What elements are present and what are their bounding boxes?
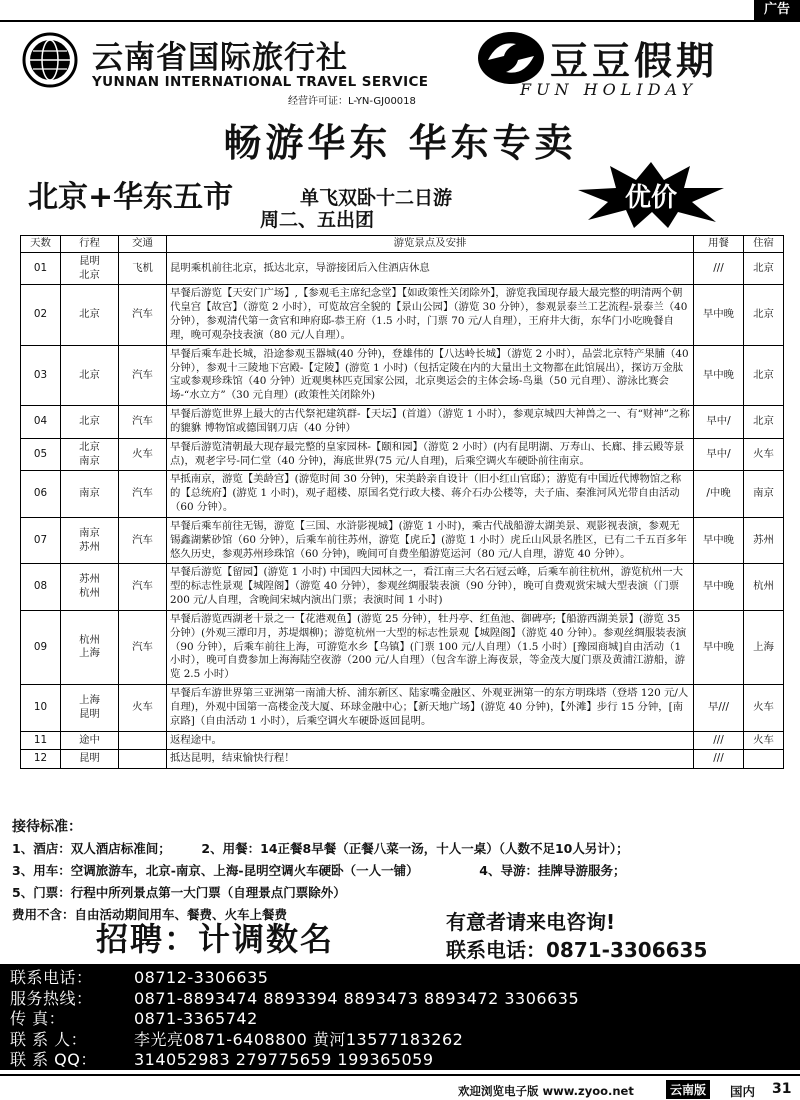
cell-description: 早餐后乘车前往无锡，游览【三国、水浒影视城】(游览 1 小时)，乘古代战船游太湖美景、观影视表演，参观无锡鑫湖紫砂馆（60 分钟），后乘车前往苏州，游览【虎丘】(游览 1 小时）虎丘山风景名胜区，已有二千五百多年悠久历史，参观苏州珍珠馆（60 分钟)，晚间可自费坐船游览运河（80 元/人自理，游览 40 分钟）。 (167, 517, 694, 563)
table-row (21, 731, 784, 750)
cell-accommodation: 火车 (744, 438, 784, 471)
table-row (21, 685, 784, 731)
route-title: 北京+华东五市 (28, 180, 234, 215)
standard-transport: 3、用车：空调旅游车，北京-南京、上海-昆明空调火车硬卧（一人一铺） (12, 863, 419, 878)
inquiry-phone: 联系电话：0871-3306635 (446, 938, 708, 962)
cell-description: 早餐后游览【天安门广场】,【参观毛主席纪念堂】【如政策性关闭除外】，游览我国现存最大最完整的明清两个朝代皇宫【故宫】（游览 2 小时），可览故宫全貌的【景山公园】（游览 30 分钟），参观景泰兰工艺流程-景泰兰（40 分钟），参观清代第一贪官和珅府邸-恭王府（1.5 小时，门票 70 元/人自理），王府井大街，东华门小吃晚餐自理，晚可观杂技表演（80 元/人自理）。 (167, 285, 694, 345)
cell-accommodation: 北京 (744, 285, 784, 345)
cell-accommodation: 苏州 (744, 517, 784, 563)
table-row (21, 252, 784, 285)
cell-description: 昆明乘机前往北京，抵达北京，导游接团后入住酒店休息 (167, 252, 694, 285)
cell-route: 昆明 北京 (61, 252, 119, 285)
cell-meals: 早中晚 (694, 345, 744, 405)
cell-description: 早餐后乘车赴长城，沿途参观玉器城(40 分钟)，登雄伟的【八达岭长城】（游览 2 小时），品尝北京特产果脯（40 分钟），参观十三陵地下宫殿-【定陵】(游览 1 小时)（包括定陵在内的大量出土文物都在此馆展出），探访万金肽宝或参观珍珠馆（40 分钟）近观奥林匹克国家公园，北京奥运会的主体会场-鸟巢（50 元自理）、游泳比赛会场-“水立方”（30 元自理）(政策性关闭除外) (167, 345, 694, 405)
cell-day: 02 (21, 285, 61, 345)
cell-route: 苏州 杭州 (61, 564, 119, 610)
table-header-row (21, 236, 784, 253)
table-row (21, 471, 784, 517)
top-bar (0, 0, 800, 22)
cell-day: 01 (21, 252, 61, 285)
cell-route: 南京 苏州 (61, 517, 119, 563)
table-row (21, 750, 784, 769)
cell-transport: 汽车 (119, 345, 167, 405)
cell-description: 抵达昆明，结束愉快行程！ (167, 750, 694, 769)
cell-meals: 早中/ (694, 406, 744, 439)
cell-day: 11 (21, 731, 61, 750)
standards-line (12, 882, 792, 904)
header-transport: 交通 (119, 236, 167, 253)
cell-transport: 火车 (119, 685, 167, 731)
cell-route: 北京 (61, 345, 119, 405)
cell-transport: 汽车 (119, 610, 167, 684)
cell-meals: 早中晚 (694, 610, 744, 684)
cell-route: 南京 (61, 471, 119, 517)
standard-tickets: 5、门票：行程中所列景点第一大门票（自理景点门票除外） (12, 885, 346, 900)
inquiry-text: 有意者请来电咨询! (446, 910, 616, 934)
cell-route: 北京 (61, 406, 119, 439)
standard-hotel: 1、酒店：双人酒店标准间； (12, 841, 171, 856)
cell-description: 早餐后游览世界上最大的古代祭祀建筑群-【天坛】(首道）（游览 1 小时），参观京城四大神兽之一、有“财神”之称的貔貅 博物馆或德国钢刀店（40 分钟） (167, 406, 694, 439)
page-footer (0, 1074, 800, 1100)
standards-line (12, 838, 792, 860)
cell-description: 早抵南京，游览【美龄宫】(游览时间 30 分钟)，宋美龄亲自设计（旧小红山官邸）；游览有中国近代博物馆之称的【总统府】(游览 1 小时)，观孑超楼、原国名党行政大楼、蒋介石办公楼等，夫子庙、秦淮河风光带自由活动（60 分钟）。 (167, 471, 694, 517)
table-row (21, 564, 784, 610)
cell-meals: 早中晚 (694, 517, 744, 563)
cell-description: 早餐后游览西湖老十景之一【花港观鱼】(游览 25 分钟），牡丹亭、红鱼池、御碑亭;【船游西湖美景】(游览 35 分钟）(外观三潭印月，苏堤烟柳)；游览杭州一大型的标志性景观【城隍阁】（游览 40 分钟）。参观丝绸服装表演（90 分钟），后乘车前往上海，可游览水乡【乌镇】(门票 100 元/人自理）（1.5 小时）[豫园商城]自由活动（1 小时），晚可自费参加上海海陆空夜游（200 元/人自理）（包含车游上海夜景，等金茂大厦门票及黄浦江游船，游览 2.5 小时） (167, 610, 694, 684)
cell-route: 上海 昆明 (61, 685, 119, 731)
cell-accommodation: 火车 (744, 731, 784, 750)
footer-region-badge: 云南版 (666, 1080, 710, 1099)
excluded-costs: 费用不含：自由活动期间用车、餐费、火车上餐费 (12, 907, 288, 922)
ad-tag: 广告 (754, 0, 800, 20)
cell-day: 08 (21, 564, 61, 610)
cell-transport (119, 750, 167, 769)
table-row (21, 406, 784, 439)
cell-meals: /中晚 (694, 471, 744, 517)
org-name: 云南省国际旅行社 (92, 40, 348, 76)
contact-panel (0, 964, 800, 1070)
cell-route: 北京 (61, 285, 119, 345)
page-number: 31 (772, 1081, 792, 1097)
cell-description: 返程途中。 (167, 731, 694, 750)
contact-row: 传 真： 0871-3365742 (10, 1009, 258, 1028)
standards-heading: 接待标准： (12, 819, 82, 835)
service-standards (12, 816, 792, 926)
header (0, 24, 800, 112)
cell-day: 09 (21, 610, 61, 684)
brand-logo-icon (476, 30, 546, 86)
cell-transport: 汽车 (119, 406, 167, 439)
cell-day: 07 (21, 517, 61, 563)
header-meals: 用餐 (694, 236, 744, 253)
cell-day: 03 (21, 345, 61, 405)
table-row (21, 345, 784, 405)
cell-accommodation: 北京 (744, 345, 784, 405)
cell-accommodation: 南京 (744, 471, 784, 517)
cell-day: 04 (21, 406, 61, 439)
cell-accommodation (744, 750, 784, 769)
cell-day: 12 (21, 750, 61, 769)
header-accommodation: 住宿 (744, 236, 784, 253)
standards-line (12, 860, 792, 882)
cell-day: 06 (21, 471, 61, 517)
footer-website: 欢迎浏览电子版 www.zyoo.net (458, 1084, 634, 1098)
cell-route: 途中 (61, 731, 119, 750)
brand-name-english: FUN HOLIDAY (520, 80, 697, 99)
recruitment-notice: 招聘：计调数名 (96, 920, 335, 958)
cell-transport: 汽车 (119, 285, 167, 345)
contact-row: 联系电话： 08712-3306635 (10, 968, 269, 987)
cell-transport: 飞机 (119, 252, 167, 285)
standard-meals: 2、用餐：14正餐8早餐（正餐八菜一汤，十人一桌）（人数不足10人另计）； (201, 841, 629, 856)
cell-accommodation: 北京 (744, 406, 784, 439)
contact-row: 联 系 人： 李光亮0871-6408800 黄河13577183262 (10, 1029, 464, 1049)
promo-badge-text: 优价 (624, 183, 678, 213)
license-number: 经营许可证：L-YN-GJ00018 (288, 96, 416, 107)
cell-day: 10 (21, 685, 61, 731)
cell-transport: 汽车 (119, 471, 167, 517)
org-name-english: YUNNAN INTERNATIONAL TRAVEL SERVICE (92, 74, 429, 90)
cell-meals: /// (694, 731, 744, 750)
header-description: 游览景点及安排 (167, 236, 694, 253)
cell-meals: 早/// (694, 685, 744, 731)
itinerary-table (20, 235, 784, 769)
cell-description: 早餐后游览【留园】(游览 1 小时) 中国四大园林之一，看江南三大名石冠云峰，后乘车前往杭州，游览杭州一大型的标志性景观【城隍阁】（游览 40 分钟），参观丝绸服装表演（90 分钟），晚可自费观赏宋城大型表演（门票 200 元/人自理，含晚间宋城内演出门票；表演时间 1 小时) (167, 564, 694, 610)
table-row (21, 610, 784, 684)
cell-transport: 汽车 (119, 517, 167, 563)
tour-subtitle: 单飞双卧十二日游 (300, 187, 453, 209)
cell-accommodation: 北京 (744, 252, 784, 285)
promo-starburst-badge (576, 160, 726, 230)
standard-guide: 4、导游：挂牌导游服务； (479, 863, 626, 878)
table-row (21, 517, 784, 563)
cell-route: 昆明 (61, 750, 119, 769)
header-day: 天数 (21, 236, 61, 253)
brand-name: 豆豆假期 (550, 39, 719, 83)
cell-meals: /// (694, 252, 744, 285)
cell-transport (119, 731, 167, 750)
departure-days: 周二、五出团 (260, 209, 375, 231)
table-row (21, 285, 784, 345)
table-row (21, 438, 784, 471)
contact-row: 服务热线： 0871-8893474 8893394 8893473 8893472 3306635 (10, 988, 580, 1008)
footer-section: 国内 (730, 1084, 756, 1099)
cell-description: 早餐后车游世界第三亚洲第一南浦大桥、浦东新区、陆家嘴金融区、外观亚洲第一的东方明珠塔（登塔 120 元/人自理)，外观中国第一高楼金茂大厦、环球金融中心；【新天地广场】(游览 40 分钟)，【外滩】步行 15 分钟，[南京路]（自由活动 1 小时），后乘空调火车硬卧返回昆明。 (167, 685, 694, 731)
globe-logo-icon (22, 32, 78, 88)
cell-meals: 早中晚 (694, 285, 744, 345)
cell-accommodation: 杭州 (744, 564, 784, 610)
cell-day: 05 (21, 438, 61, 471)
cell-transport: 汽车 (119, 564, 167, 610)
contact-row: 联 系 QQ： 314052983 279775659 199365059 (10, 1050, 434, 1069)
cell-accommodation: 上海 (744, 610, 784, 684)
cell-route: 杭州 上海 (61, 610, 119, 684)
headline: 畅游华东 华东专卖 (223, 121, 577, 165)
cell-route: 北京 南京 (61, 438, 119, 471)
cell-meals: /// (694, 750, 744, 769)
cell-description: 早餐后游览清朝最大现存最完整的皇家园林-【颐和园】（游览 2 小时）(内有昆明湖、万寿山、长廊、排云殿等景点)，观老字号-同仁堂（40 分钟)，海底世界(75 元/人自理)，后乘空调火车硬卧前往南京。 (167, 438, 694, 471)
cell-transport: 火车 (119, 438, 167, 471)
header-route: 行程 (61, 236, 119, 253)
cell-meals: 早中/ (694, 438, 744, 471)
cell-meals: 早中晚 (694, 564, 744, 610)
cell-accommodation: 火车 (744, 685, 784, 731)
